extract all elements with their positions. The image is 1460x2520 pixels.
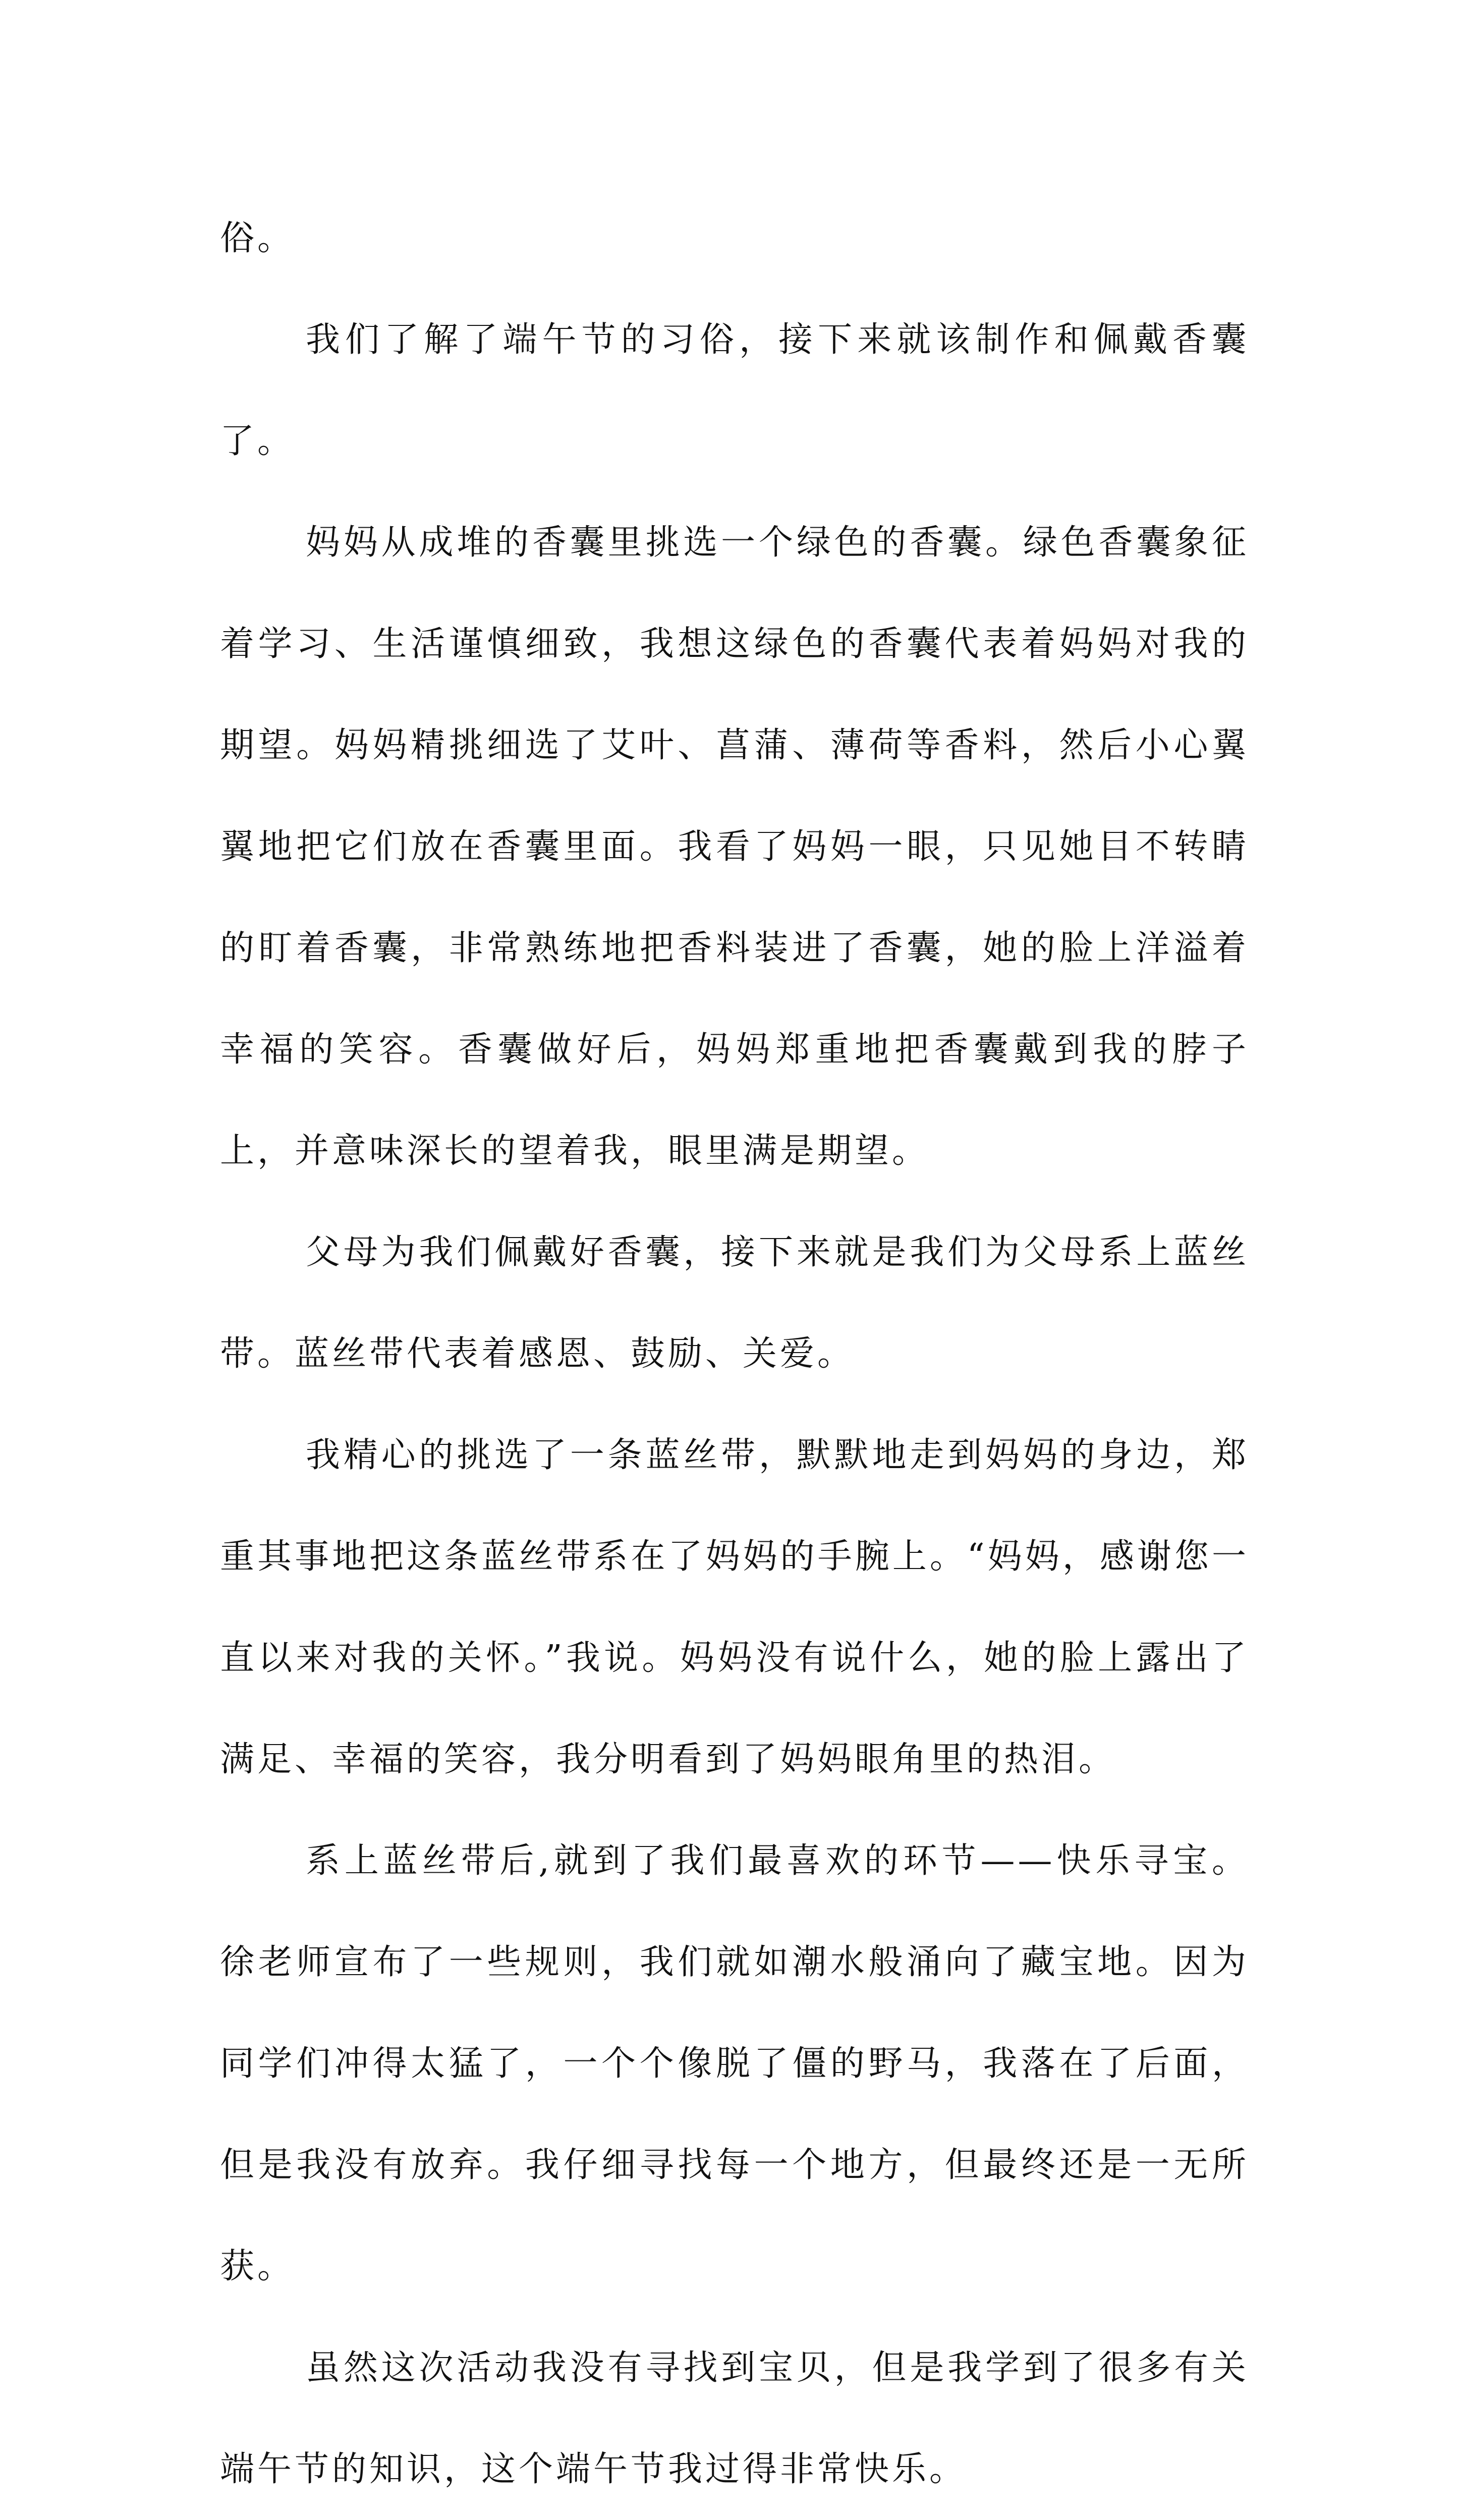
document-body	[220, 188, 1249, 2520]
paragraph-making-sachets: 我们了解了端午节的习俗，接下来就该制作和佩戴香囊了。	[220, 320, 1249, 461]
paragraph-conclusion: 虽然这次活动我没有寻找到宝贝，但是我学到了很多有关端午节的知识，这个端午节我过得非常快乐。	[220, 2348, 1249, 2489]
paragraph-tying-ribbon: 我精心的挑选了一条蓝丝带，默默地走到妈妈的身边，郑重其事地把这条蓝丝带系在了妈妈的手腕上。“妈妈，感谢您一直以来对我的关怀。”我说。妈妈没有说什么，她的脸上露出了满足、幸福的笑容，我分明看到了妈妈眼角里的热泪。	[220, 1435, 1250, 1779]
paragraph-continuation: 俗。	[220, 218, 295, 258]
paragraph-treasure-hunt: 系上蓝丝带后,就到了我们最喜欢的环节——快乐寻宝。徐老师宣布了一些规则，我们就如潮水般涌向了藏宝地。因为同学们冲得太猛了，一个个像脱了僵的野马，我落在了后面，但是我没有放弃。我仔细寻找每一个地方，但最终还是一无所获。	[220, 1841, 1249, 2286]
paragraph-mother-sachet: 妈妈从成堆的香囊里挑选一个绿色的香囊。绿色香囊象征着学习、生活谨慎细致，我想这绿色的香囊代表着妈妈对我的期望。妈妈精挑细选了艾叶、菖蒲、薄荷等香料，然后小心翼翼地把它们放在香囊里面。我看了妈妈一眼，只见她目不转睛的盯着香囊，非常熟练地把香料装进了香囊，她的脸上洋溢着幸福的笑容。香囊做好后，妈妈郑重地把香囊戴到我的脖子上，并意味深长的望着我，眼里满是期望。	[220, 523, 1249, 1171]
paragraph-blue-ribbon-meaning: 父母为我们佩戴好香囊，接下来就是我们为父母系上蓝丝带。蓝丝带代表着感恩、鼓励、关爱。	[220, 1233, 1249, 1374]
